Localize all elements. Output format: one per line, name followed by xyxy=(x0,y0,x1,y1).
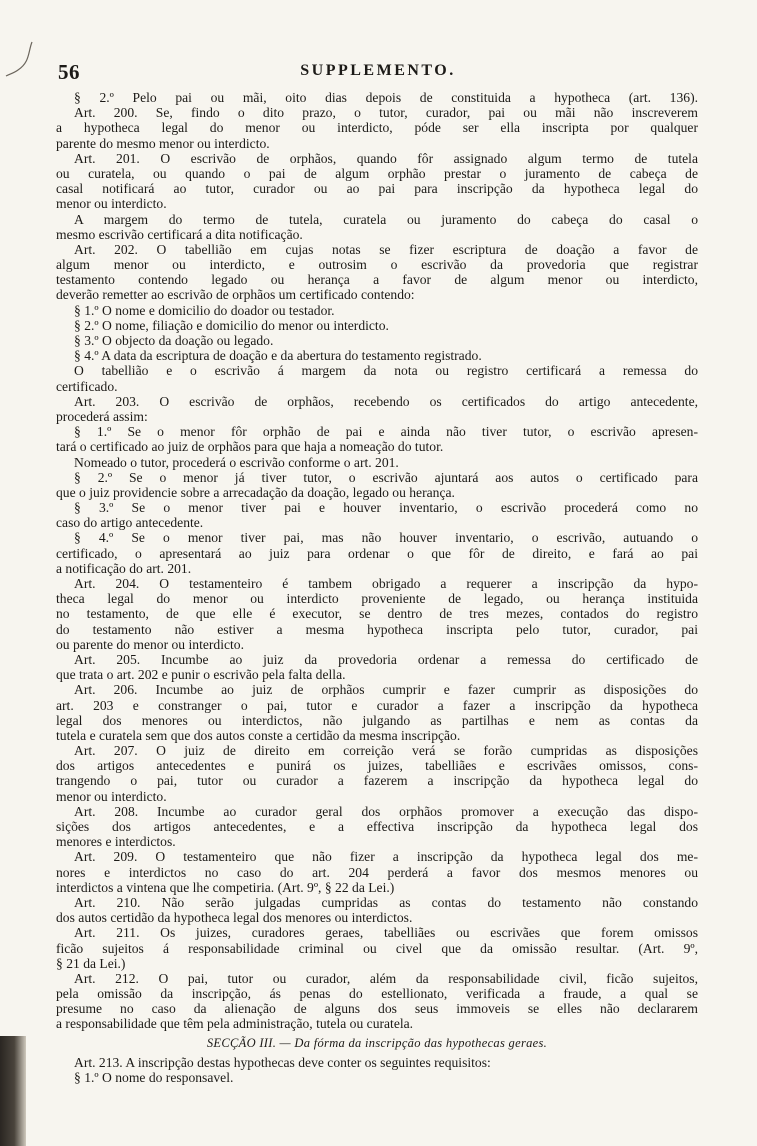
text-line: Art. 201. O escrivão de orphãos, quando fôr assignado algum termo de tutela xyxy=(74,150,698,166)
margin-pencil-mark xyxy=(4,40,34,80)
text-line: § 4.º A data da escriptura de doação e da abertura do testamento registrado. xyxy=(74,348,482,364)
text-line: § 1.º Se o menor fôr orphão de pai e ainda não tiver tutor, o escrivão apresen- xyxy=(74,424,698,440)
text-line: que o juiz providencie sobre a arrecadação da doação, legado ou herança. xyxy=(56,484,455,500)
text-line: Art. 213. A inscripção destas hypothecas deve conter os seguintes requisitos: xyxy=(74,1054,491,1070)
text-line: tutela e curatela sem que dos autos conste a certidão da mesma inscripção. xyxy=(56,727,461,743)
text-line: que trata o art. 202 e punir o escrivão pela falta della. xyxy=(56,667,346,683)
text-line: do testamento não estiver a mesma hypotheca inscripta pelo tutor, curador, pai xyxy=(56,621,698,637)
body-text xyxy=(56,90,698,1085)
text-line: Art. 209. O testamenteiro que não fizer a inscripção da hypotheca legal dos me- xyxy=(74,849,698,865)
text-line: procederá assim: xyxy=(56,408,148,424)
text-line: Art. 212. O pai, tutor ou curador, além da responsabilidade civil, ficão sujeitos, xyxy=(74,970,698,986)
text-line: Nomeado o tutor, procederá o escrivão conforme o art. 201. xyxy=(74,454,399,470)
text-line: Art. 210. Não serão julgadas cumpridas as contas do testamento não constando xyxy=(74,894,698,910)
text-line: Art. 208. Incumbe ao curador geral dos orphãos promover a execução das dispo- xyxy=(74,803,698,819)
text-line: Art. 205. Incumbe ao juiz da provedoria ordenar a remessa do certificado de xyxy=(74,651,698,667)
text-line: Art. 202. O tabellião em cujas notas se fizer escriptura de doação a favor de xyxy=(74,241,698,257)
text-line: § 1.º O nome e domicilio do doador ou testador. xyxy=(74,302,335,318)
text-line: a notificação do art. 201. xyxy=(56,560,192,576)
text-line: dos artigos antecedentes e punirá os juizes, tabelliães e escrivães omissos, cons- xyxy=(56,758,698,774)
text-line: § 2.º Se o menor já tiver tutor, o escrivão ajuntará aos autos o certificado para xyxy=(74,469,698,485)
section-heading: SECÇÃO III. — Da fórma da inscripção das hypothecas geraes. xyxy=(206,1035,548,1050)
text-line: interdictos a vintena que lhe competiria. (Art. 9º, § 22 da Lei.) xyxy=(56,879,395,895)
text-line: ou curatela, ou quando o pai de algum orphão prestar o juramento de cabeça de xyxy=(56,165,698,181)
text-line: ou parente do menor ou interdicto. xyxy=(56,636,244,652)
text-line: testamento contendo legado ou herança a favor de algum menor ou interdicto, xyxy=(56,272,698,288)
text-line: § 3.º Se o menor tiver pai e houver inventario, o escrivão procederá como no xyxy=(74,500,698,516)
text-line: caso do artigo antecedente. xyxy=(56,515,204,531)
text-line: menor ou interdicto. xyxy=(56,788,167,804)
text-line: certificado, o apresentará ao juiz para ordenar o que fôr de direito, e fará ao pai xyxy=(56,545,698,561)
book-binding-edge xyxy=(0,1036,26,1146)
text-line: menores e interdictos. xyxy=(56,834,176,850)
text-line: certificado. xyxy=(56,378,118,394)
text-line: § 1.º O nome do responsavel. xyxy=(74,1070,234,1085)
text-line: § 21 da Lei.) xyxy=(56,955,126,971)
text-line: theca legal do menor ou interdicto proveniente de legado, ou herança instituida xyxy=(56,591,698,607)
text-line: § 3.º O objecto da doação ou legado. xyxy=(74,333,274,348)
text-line: menor ou interdicto. xyxy=(56,196,167,212)
text-line: A margem do termo de tutela, curatela ou juramento do cabeça do casal o xyxy=(74,211,698,227)
text-line: algum menor ou interdicto, e outrosim o escrivão da provedoria que registrar xyxy=(56,257,698,273)
text-line: dos autos certidão da hypotheca legal dos menores ou interdictos. xyxy=(56,910,413,926)
text-line: casal notificará ao tutor, curador ou ao pai para inscripção da hypotheca legal do xyxy=(56,181,698,197)
text-line: pela omissão da inscripção, ás penas do estellionato, verificada a fraude, a qual se xyxy=(56,986,698,1002)
text-line: Art. 204. O testamenteiro é tambem obrigado a requerer a inscripção da hypo- xyxy=(74,576,698,591)
text-line: § 2.º O nome, filiação e domicilio do menor ou interdicto. xyxy=(74,317,389,333)
running-title: SUPPLEMENTO. xyxy=(300,62,456,79)
text-line: § 4.º Se o menor tiver pai, mas não houver inventario, o escrivão, autuando o xyxy=(74,530,698,546)
text-line: no testamento, de que elle é executor, se dentro de tres mezes, contados do registro xyxy=(56,606,698,622)
text-line: O tabellião e o escrivão á margem da nota ou registro certificará a remessa do xyxy=(74,363,698,379)
text-line: mesmo escrivão certificará a dita notificação. xyxy=(56,226,303,242)
text-line: Art. 207. O juiz de direito em correição verá se forão cumpridas as disposições xyxy=(74,743,698,759)
text-line: Art. 206. Incumbe ao juiz de orphãos cumprir e fazer cumprir as disposições do xyxy=(74,682,698,698)
text-line: Art. 200. Se, findo o dito prazo, o tutor, curador, pai ou mãi não inscreverem xyxy=(74,105,698,121)
text-line: ficão sujeitos á responsabilidade criminal ou civel que da omissão resultar. (Art. 9º, xyxy=(56,940,698,956)
text-line: a responsabilidade que têm pela administração, tutela ou curatela. xyxy=(56,1016,414,1032)
text-line: Art. 211. Os juizes, curadores geraes, tabelliães ou escrivães que forem omissos xyxy=(74,925,698,941)
text-line: sições dos artigos antecedentes, e a effectiva inscripção da hypotheca legal dos xyxy=(56,819,698,834)
text-line: a hypotheca legal do menor ou interdicto, póde ser ella inscripta por qualquer xyxy=(56,120,698,136)
text-line: presume no caso da alienação de alguns dos seus immoveis se elles não declararem xyxy=(56,1001,698,1017)
text-line: art. 203 e constranger o pai, tutor e curador a fazer a inscripção da hypotheca xyxy=(56,697,698,713)
text-line: § 2.º Pelo pai ou mãi, oito dias depois de constituida a hypotheca (art. 136). xyxy=(74,90,698,105)
page-number: 56 xyxy=(58,60,80,84)
text-line: Art. 203. O escrivão de orphãos, recebendo os certificados do artigo antecedente, xyxy=(74,393,698,409)
text-line: legal dos menores ou interdictos, não julgando as partilhas e nem as contas da xyxy=(56,712,698,728)
text-line: nores e interdictos no caso do art. 204 perderá a favor dos mesmos menores ou xyxy=(56,864,698,880)
text-line: trangendo o pai, tutor ou curador a fazerem a inscripção da hypotheca legal do xyxy=(56,773,698,789)
text-line: tará o certificado ao juiz de orphãos para que haja a nomeação do tutor. xyxy=(56,439,444,455)
page-header xyxy=(58,60,698,84)
text-line: deverão remetter ao escrivão de orphãos um certificado contendo: xyxy=(56,287,415,303)
text-line: parente do mesmo menor ou interdicto. xyxy=(56,135,270,151)
